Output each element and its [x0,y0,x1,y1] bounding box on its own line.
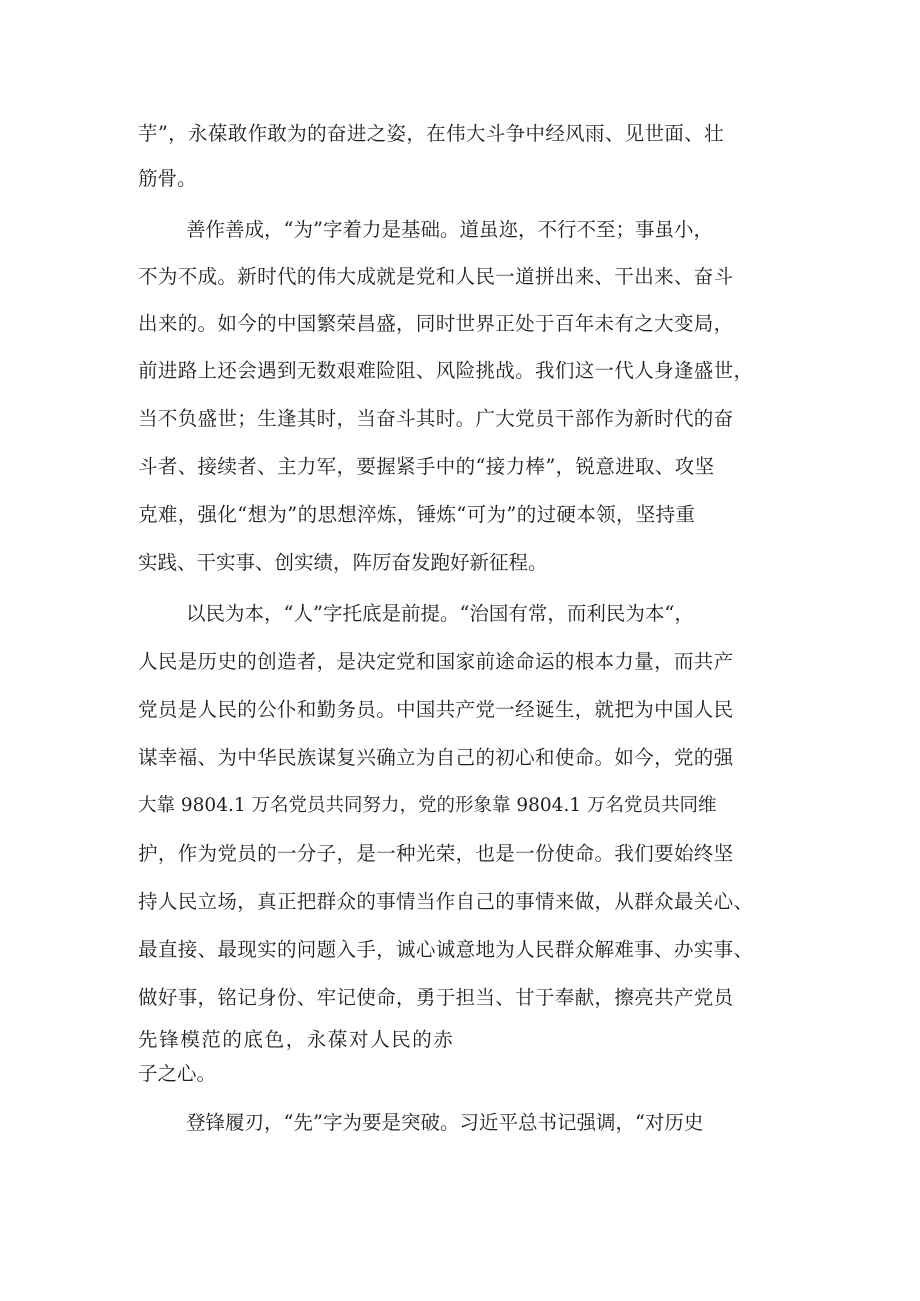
text-line: 做好事，铭记身份、牢记使命，勇于担当、甘于奉献，擦亮共产党员 [138,986,734,1009]
text-line: 克难，强化“想为”的思想淬炼，锤炼“可为”的过硬本领，坚持重 [138,503,696,526]
text-line: 党员是人民的公仆和勤务员。中国共产党一经诞生，就把为中国人民 [138,698,734,721]
text-line: 当不负盛世；生逢其时，当奋斗其时。广大党员干部作为新时代的奋 [138,407,734,430]
paragraph-first-line: 登锋履刃，“先”字为要是突破。习近平总书记强调，“对历史 [186,1111,704,1134]
text-line: 持人民立场，真正把群众的事情当作自己的事情来做，从群众最关心、 [138,890,754,913]
text-line: 斗者、接续者、主力军，要握紧手中的“接力棒”，锐意进取、攻坚 [138,455,715,478]
text-line: 出来的。如今的中国繁荣昌盛，同时世界正处于百年未有之大变局， [138,312,734,335]
text-line: 谋幸福、为中华民族谋复兴确立为自己的初心和使命。如今，党的强 [138,746,734,769]
text-line: 筋骨。 [138,167,197,190]
text-line: 先锋模范的底色，永葆对人民的赤 [138,1028,455,1051]
paragraph-first-line: 以民为本，“人”字托底是前提。“治国有常，而利民为本“， [186,602,694,625]
text-line: 大靠 9804.1 万名党员共同努力，党的形象靠 9804.1 万名党员共同维 [138,795,717,816]
text-line: 护，作为党员的一分子，是一种光荣，也是一份使命。我们要始终坚 [138,842,734,865]
text-line: 最直接、最现实的问题入手，诚心诚意地为人民群众解难事、办实事、 [138,938,754,961]
text-line: 人民是历史的创造者，是决定党和国家前途命运的根本力量，而共产 [138,650,734,673]
text-line: 子之心。 [138,1062,217,1085]
text-line: 实践、干实事、创实绩，阵厉奋发跑好新征程。 [138,551,548,574]
text-line: 不为不成。新时代的伟大成就是党和人民一道拼出来、干出来、奋斗 [138,265,734,288]
text-line: 芋”，永葆敢作敢为的奋进之姿，在伟大斗争中经风雨、见世面、壮 [138,122,724,145]
paragraph-first-line: 善作善成，“为”字着力是基础。道虽迩，不行不至；事虽小， [186,218,713,241]
text-line: 前进路上还会遇到无数艰难险阻、风险挑战。我们这一代人身逢盛世， [138,359,754,382]
